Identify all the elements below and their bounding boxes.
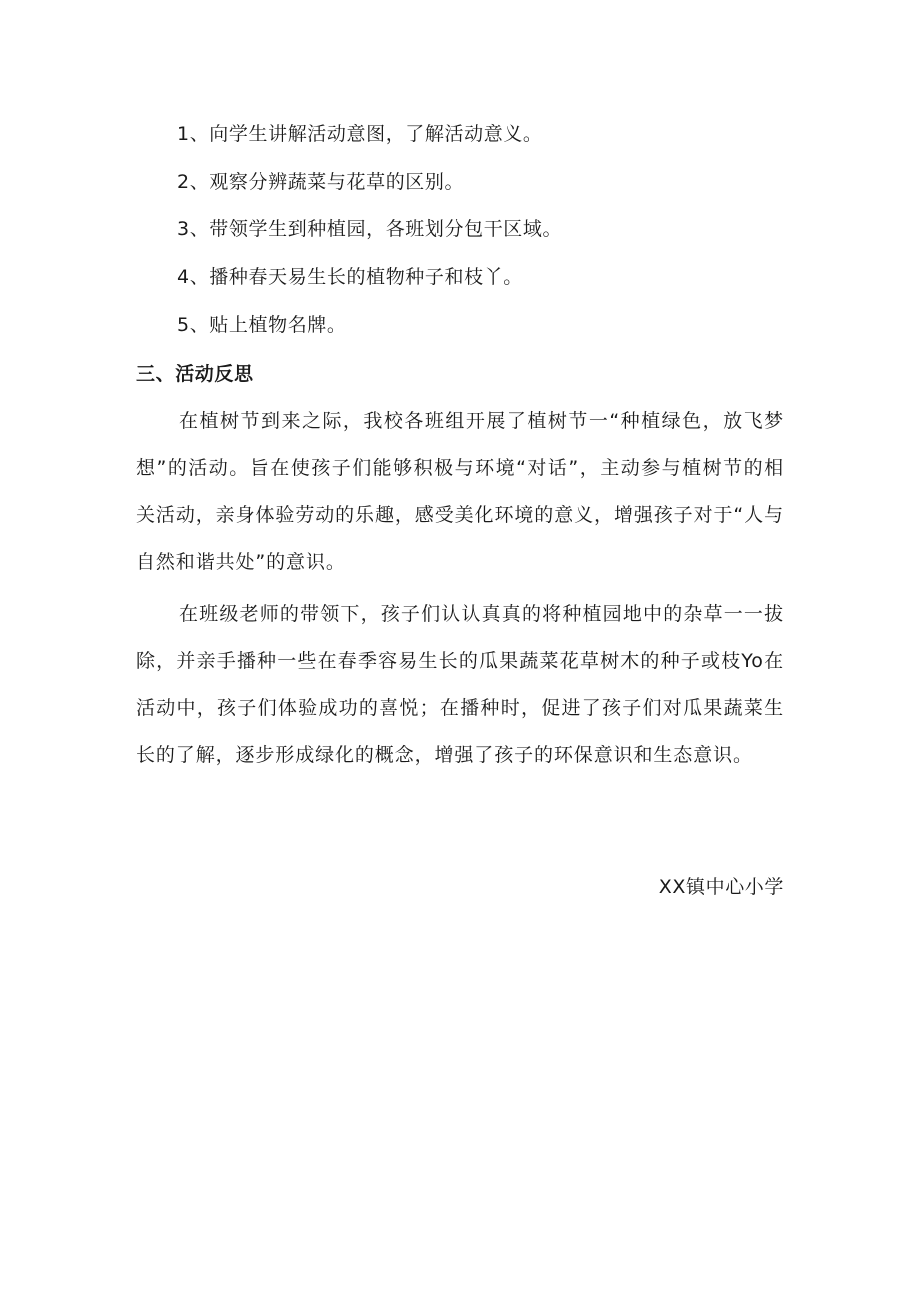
step-item-4: 4、播种春天易生长的植物种子和枝丫。: [177, 266, 523, 288]
step-item-5: 5、贴上植物名牌。: [177, 314, 347, 336]
step-item-2: 2、观察分辨蔬菜与花草的区别。: [177, 171, 465, 193]
section-heading: 三、活动反思: [136, 363, 254, 385]
step-item-1: 1、向学生讲解活动意图，了解活动意义。: [177, 123, 543, 145]
reflection-paragraph-2: 在班级老师的带领下，孩子们认认真真的将种植园地中的杂草一一拔除，并亲手播种一些在春季容易生长的瓜果蔬菜花草树木的种子或枝Yo在活动中，孩子们体验成功的喜悦；在播种时，促进了孩子们对瓜果蔬菜生长的了解，逐步形成绿化的概念，增强了孩子的环保意识和生态意识。: [136, 603, 784, 766]
signature: XX镇中心小学: [658, 876, 784, 898]
step-item-3: 3、带领学生到种植园，各班划分包干区域。: [177, 218, 563, 240]
reflection-paragraph-1: 在植树节到来之际，我校各班组开展了植树节一“种植绿色，放飞梦想”的活动。旨在使孩子们能够积极与环境“对话”，主动参与植树节的相关活动，亲身体验劳动的乐趣，感受美化环境的意义，增强孩子对于“人与自然和谐共处”的意识。: [136, 410, 784, 573]
